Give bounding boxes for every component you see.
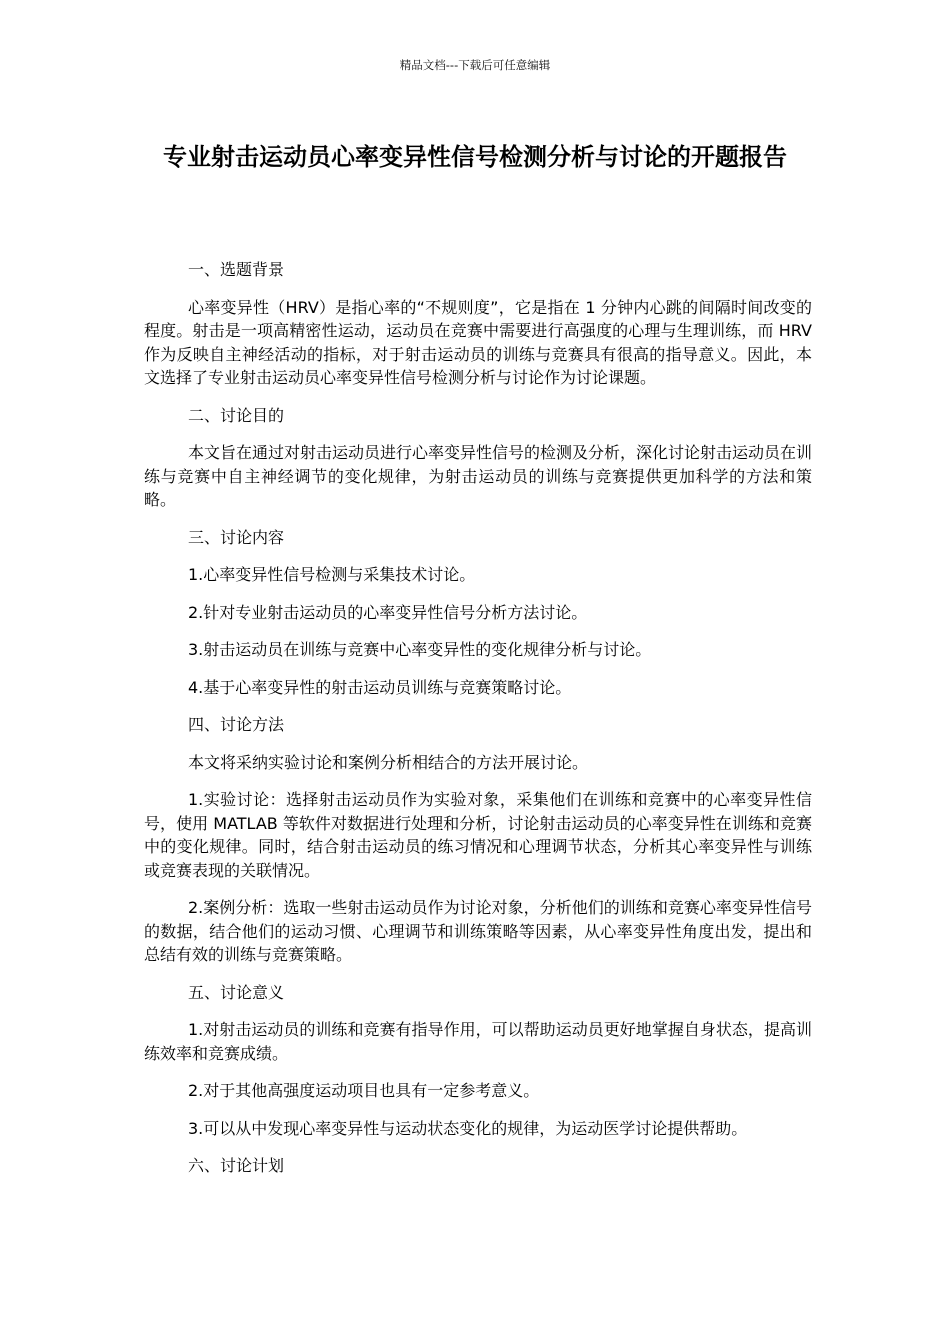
list-item: 2.对于其他高强度运动项目也具有一定参考意义。 xyxy=(188,1081,540,1100)
list-item: 本文将采纳实验讨论和案例分析相结合的方法开展讨论。 xyxy=(188,752,589,772)
body-paragraph: 2.案例分析：选取一些射击运动员作为讨论对象，分析他们的训练和竞赛心率变异性信号的数据，结合他们的运动习惯、心理调节和训练策略等因素，从心率变异性角度出发，提出和总结有效的训练与竞赛策略。 xyxy=(144,898,812,964)
section-heading: 五、讨论意义 xyxy=(188,982,285,1002)
body-paragraph: 心率变异性（HRV）是指心率的“不规则度”，它是指在 1 分钟内心跳的间隔时间改变的程度。射击是一项高精密性运动，运动员在竞赛中需要进行高强度的心理与生理训练，而 HRV 作为反映自主神经活动的指标，对于射击运动员的训练与竞赛具有很高的指导意义。因此，本文选择了专业射击运动员心率变异性信号检测分析与讨论作为讨论课题。 xyxy=(144,297,812,387)
list-item: 2.针对专业射击运动员的心率变异性信号分析方法讨论。 xyxy=(188,602,588,622)
section-heading: 三、讨论内容 xyxy=(188,527,285,547)
body-paragraph: 1.实验讨论：选择射击运动员作为实验对象，采集他们在训练和竞赛中的心率变异性信号，使用 MATLAB 等软件对数据进行处理和分析，讨论射击运动员的心率变异性在训练和竞赛中的变化规律。同时，结合射击运动员的练习情况和心理调节状态，分析其心率变异性与训练或竞赛表现的关联情况。 xyxy=(144,790,812,880)
list-item: 1.心率变异性信号检测与采集技术讨论。 xyxy=(188,565,476,584)
body-paragraph: 本文旨在通过对射击运动员进行心率变异性信号的检测及分析，深化讨论射击运动员在训练与竞赛中自主神经调节的变化规律，为射击运动员的训练与竞赛提供更加科学的方法和策略。 xyxy=(144,443,813,509)
section-heading: 六、讨论计划 xyxy=(188,1156,285,1175)
page-header-note: 精品文档---下载后可任意编辑 xyxy=(399,58,551,72)
document-body xyxy=(144,258,812,1192)
document-title: 专业射击运动员心率变异性信号检测分析与讨论的开题报告 xyxy=(163,143,787,171)
section-heading: 一、选题背景 xyxy=(188,260,285,279)
list-item: 4.基于心率变异性的射击运动员训练与竞赛策略讨论。 xyxy=(188,677,572,697)
list-item: 3.可以从中发现心率变异性与运动状态变化的规律，为运动医学讨论提供帮助。 xyxy=(188,1118,748,1138)
list-item: 3.射击运动员在训练与竞赛中心率变异性的变化规律分析与讨论。 xyxy=(188,640,652,659)
section-heading: 二、讨论目的 xyxy=(188,405,285,425)
section-heading: 四、讨论方法 xyxy=(188,715,285,734)
body-paragraph: 1.对射击运动员的训练和竞赛有指导作用，可以帮助运动员更好地掌握自身状态，提高训练效率和竞赛成绩。 xyxy=(144,1020,812,1063)
